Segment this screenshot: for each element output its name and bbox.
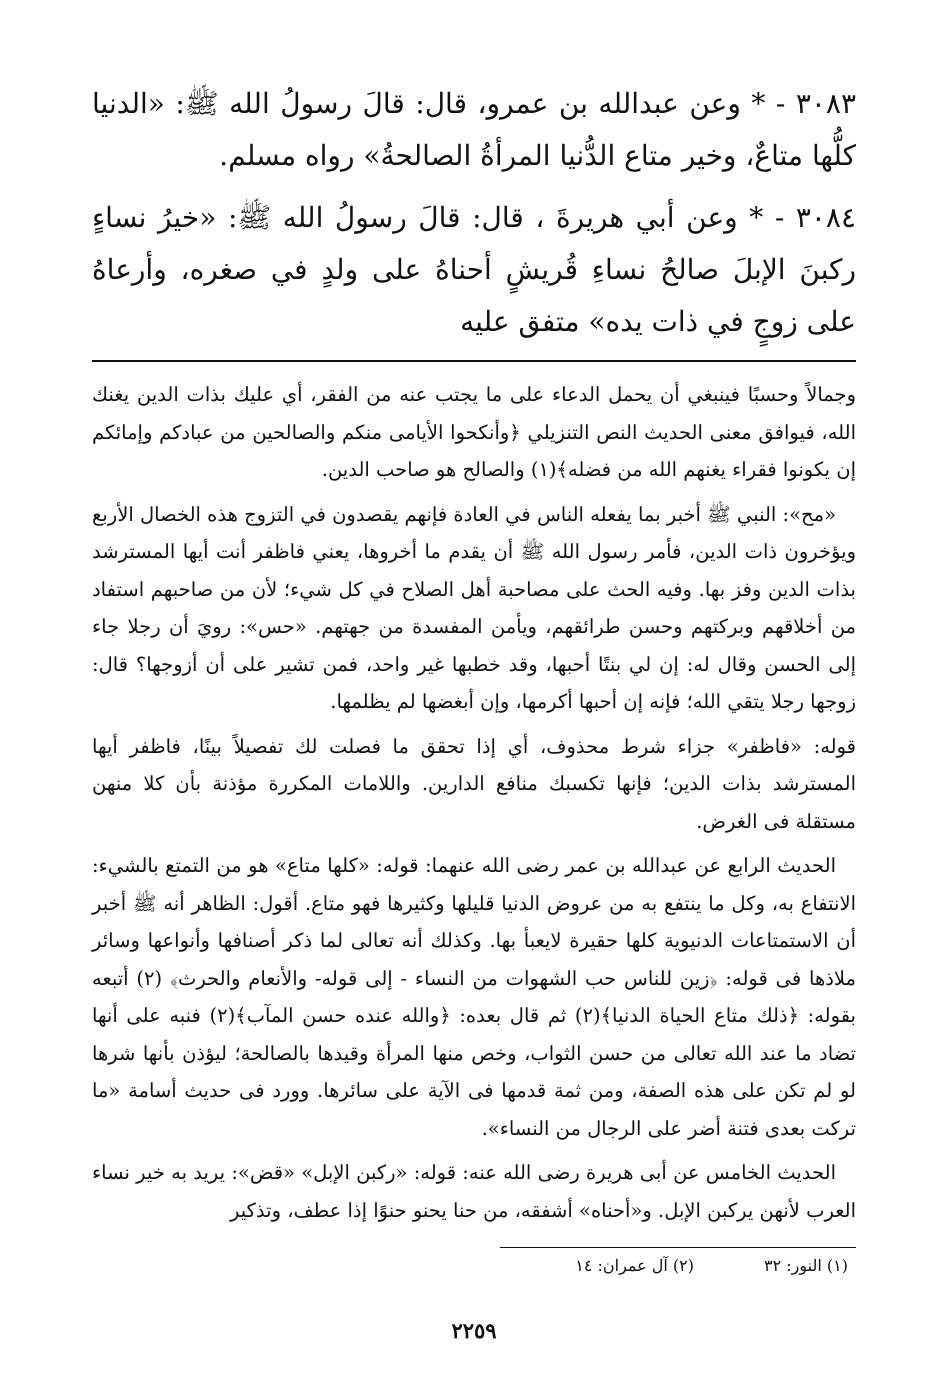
page-body [92,78,856,1378]
commentary-paragraph: «مح»: النبي ﷺ أخبر بما يفعله الناس في العادة فإنهم يقصدون في التزوج هذه الخصال الأربع ويؤخرون ذات الدين، فأمر رسول الله ﷺ أن يقدم ما أخروها، يعني فاظفر أنت أيها المسترشد بذات الدين وفز بها. وفيه الحث على مصاحبة أهل الصلاح في كل شيء؛ لأن من صاحبهم استفاد من أخلاقهم وبركتهم وحسن طرائقهم، ويأمن المفسدة من جهتهم. «حس»: رويَ أن رجلا جاء إلى الحسن وقال له: إن لي بنتًا أحبها، وقد خطبها غير واحد، فمن تشير على أن أزوجها؟ قال: زوجها رجلا يتقي الله؛ فإنه إن أحبها أكرمها، وإن أبغضها لم يظلمها. [92,502,856,713]
hadith-section [92,78,856,348]
section-divider [92,360,856,362]
page-number: ٢٢٥٩ [451,1318,497,1343]
commentary-paragraph: وجمالاً وحسبًا فينبغي أن يحمل الدعاء على ما يجتب عنه من الفقر، أي عليك بذات الدين يغنك الله، فيوافق معنى الحديث النص التنزيلي ﴿وأنكحوا الأيامى منكم والصالحين من عبادكم وإمائكم إن يكونوا فقراء يغنهم الله من فضله﴾(١) والصالح هو صاحب الدين. [92,383,856,481]
commentary-paragraph: الحديث الرابع عن عبدالله بن عمر رضى الله عنهما: قوله: «كلها متاع» هو من التمتع بالشيء: الانتفاع به، وكل ما ينتفع به من عروض الدنيا قليلها وكثيرها فهو متاع. أقول: الظاهر أنه ﷺ أخبر أن الاستمتاعات الدنيوية كلها حقيرة لايعبأ بها. وكذلك أنه تعالى لما ذكر أصنافها وأنواعها وسائر ملاذها فى قوله: ﴿زين للناس حب الشهوات من النساء - إلى قوله- والأنعام والحرث﴾ (٢) أتبعه بقوله: ﴿ذلك متاع الحياة الدنيا﴾(٢) ثم قال بعده: ﴿والله عنده حسن المآب﴾(٢) فنبه على أنها تضاد ما عند الله تعالى من حسن الثواب، وخص منها المرأة وقيدها بالصالحة؛ ليؤذن بأنها شرها لو لم تكن على هذه الصفة، ومن ثمة قدمها فى الآية على سائرها. وورد فى حديث أسامة «ما تركت بعدى فتنة أضر على الرجال من النساء». [92,854,856,1140]
footnotes [92,1254,856,1278]
hadith-3083: ٣٠٨٣ - * وعن عبدالله بن عمرو، قال: قالَ رسولُ الله ﷺ: «الدنيا كلُّها متاعٌ، وخير متاع الدُّنيا المرأةُ الصالحةُ» رواه مسلم. [92,87,856,172]
commentary-paragraph: قوله: «فاظفر» جزاء شرط محذوف، أي إذا تحقق ما فصلت لك تفصيلاً بينًا، فاظفر أيها المسترشد بذات الدين؛ فإنها تكسبك منافع الدارين. واللامات المكررة مؤذنة بأن كلا منهن مستقلة فى الغرض. [92,734,856,833]
hadith-3084: ٣٠٨٤ - * وعن أبي هريرةَ ، قال: قالَ رسولُ الله ﷺ: «خيرُ نساءٍ ركبنَ الإبلَ صالحُ نساءِ قُريشٍ أحناهُ على ولدٍ في صغره، وأرعاهُ على زوجٍ في ذات يده» متفق عليه [92,201,856,338]
footnote-2: (٢) آل عمران: ١٤ [575,1256,695,1275]
footnote-divider [500,1247,856,1248]
commentary-section [92,376,856,1229]
footnote-1: (١) النور: ٣٢ [764,1256,848,1275]
commentary-paragraph: الحديث الخامس عن أبى هريرة رضى الله عنه: قوله: «ركبن الإبل» «قض»: يريد به خير نساء العرب لأنهن يركبن الإبل. و«أحناه» أشفقه، من حنا يحنو حنوًا إذا عطف، وتذكير [92,1161,856,1222]
